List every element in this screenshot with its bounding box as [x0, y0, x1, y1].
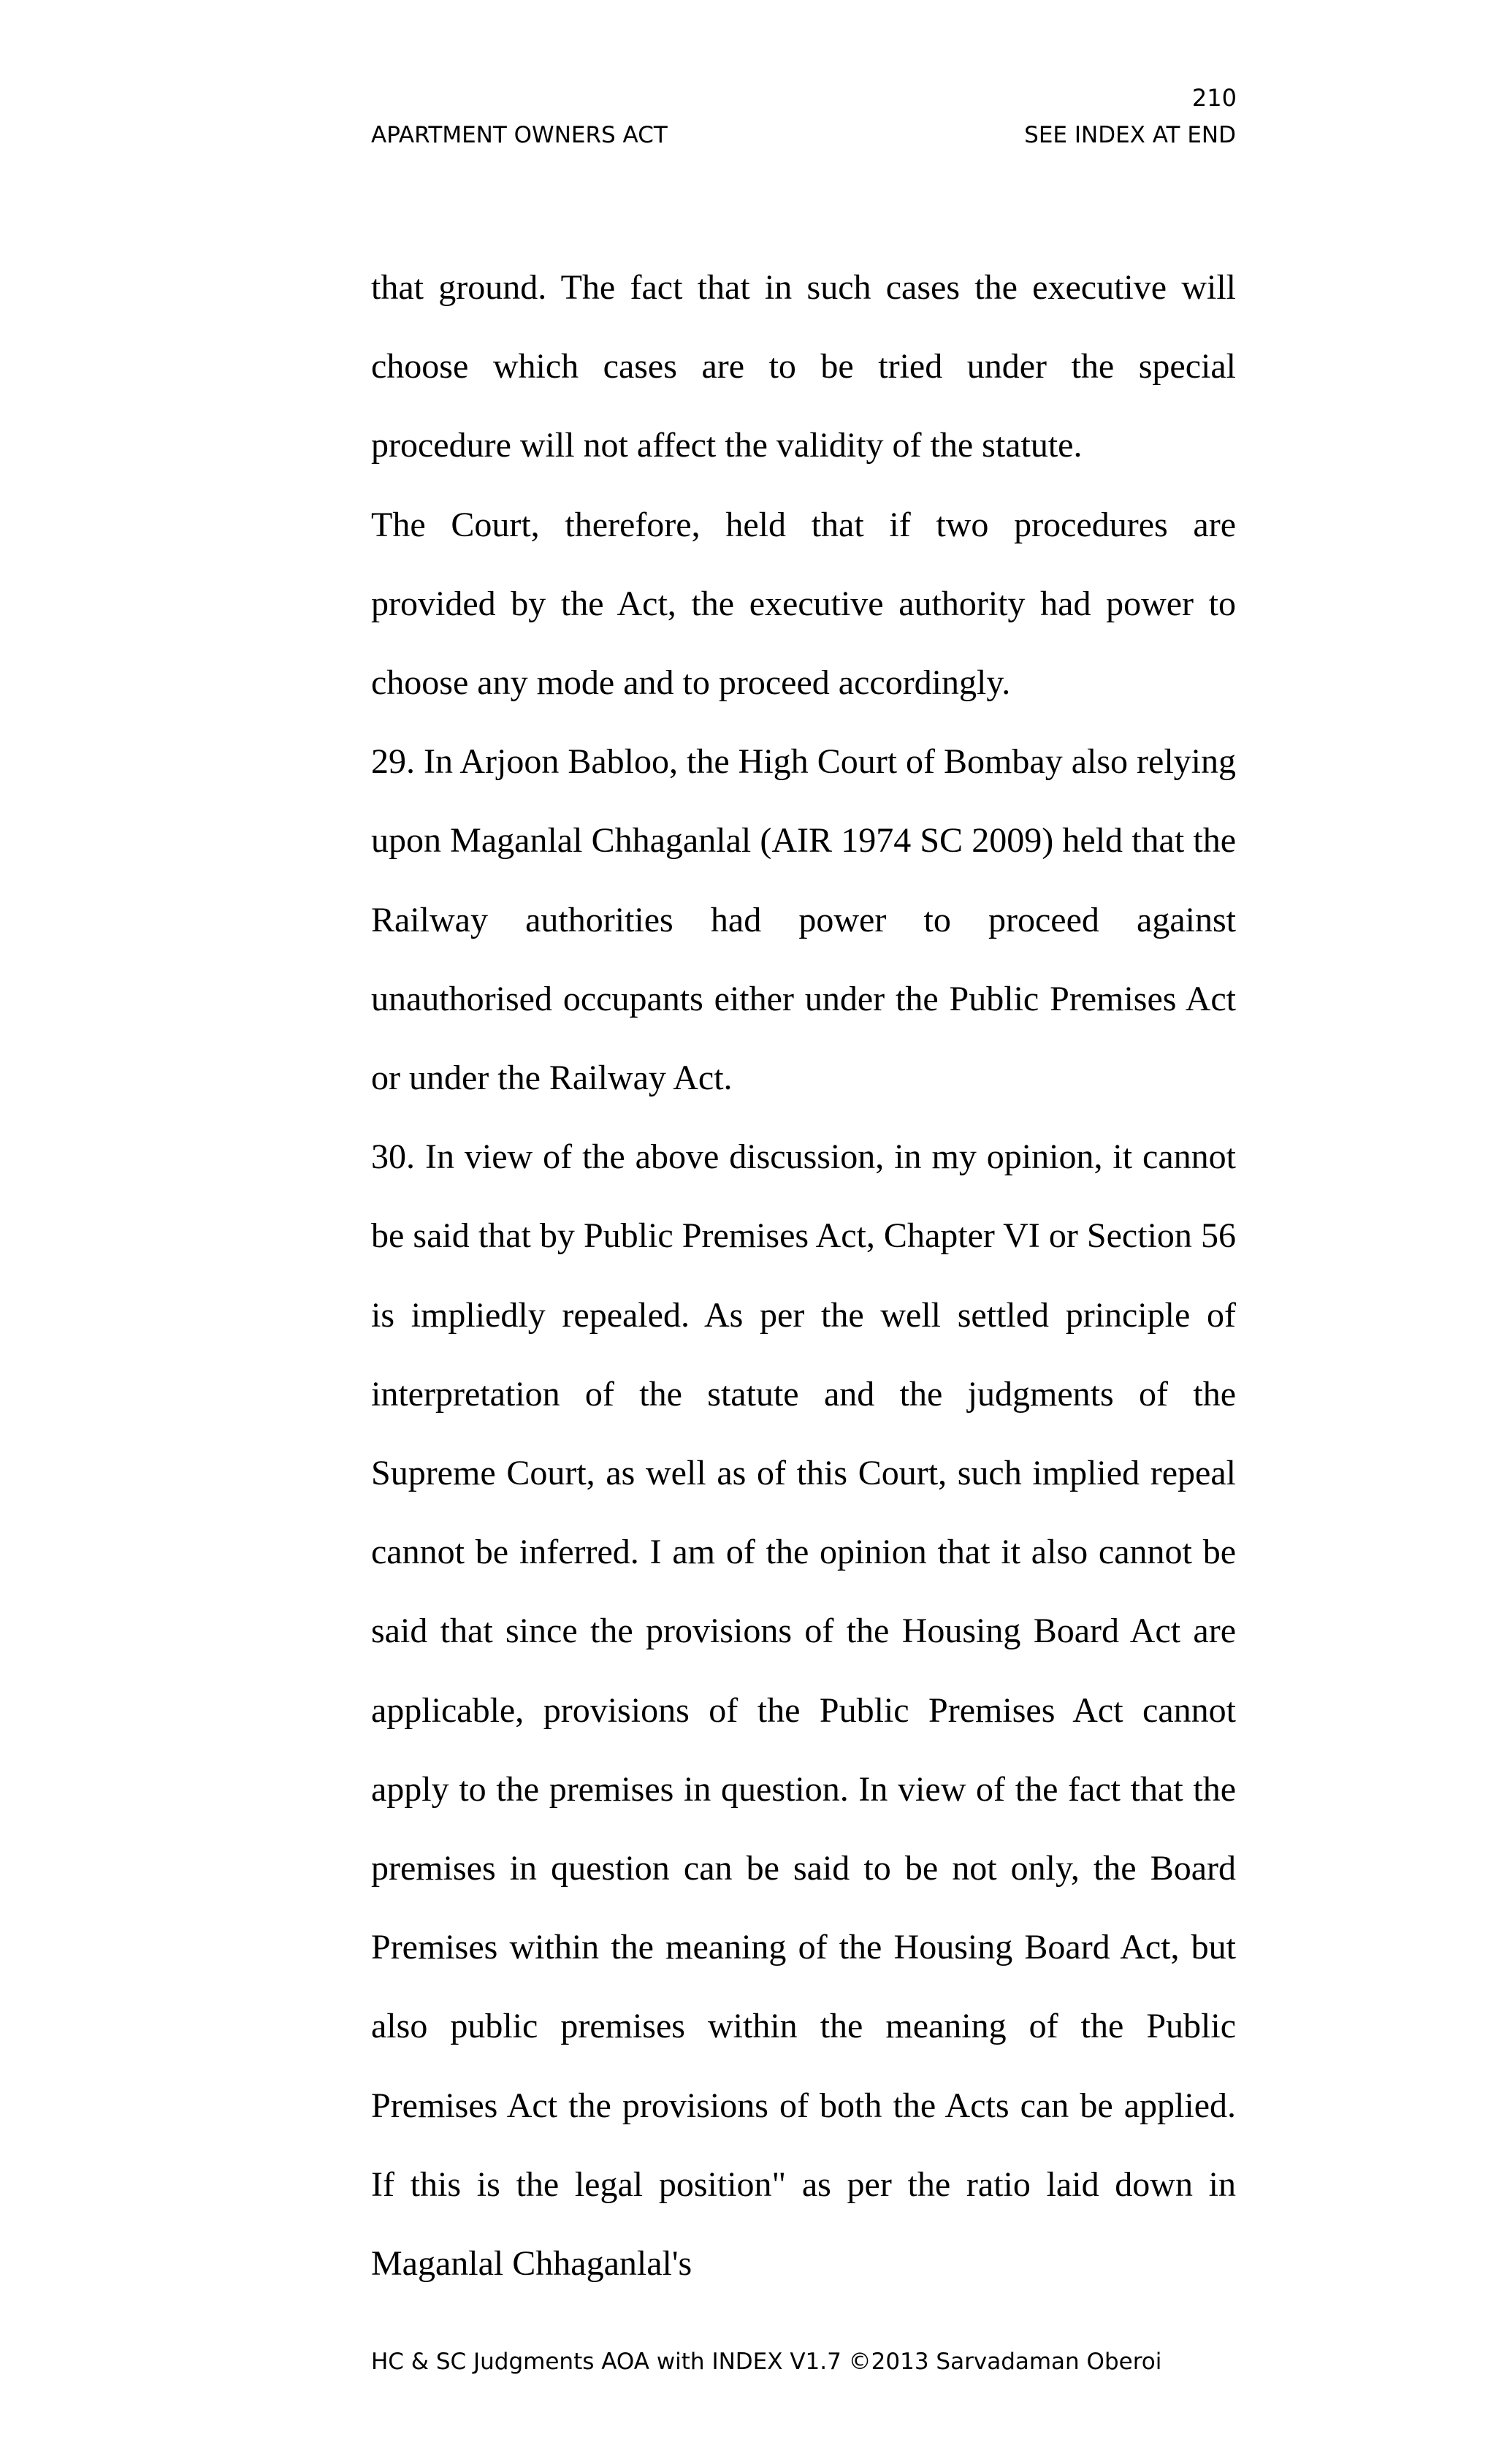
- page-footer: HC & SC Judgments AOA with INDEX V1.7 ©2013 Sarvadaman Oberoi: [371, 2349, 1162, 2375]
- paragraph: 30. In view of the above discussion, in my opinion, it cannot be said that by Public Premises Act, Chapter VI or Section 56 is impliedly repealed. As per the well settled principle of interpretation of the statute and the judgments of the Supreme Court, as well as of this Court, such implied repeal cannot be inferred. I am of the opinion that it also cannot be said that since the provisions of the Housing Board Act are applicable, provisions of the Public Premises Act cannot apply to the premises in question. In view of the fact that the premises in question can be said to be not only, the Board Premises within the meaning of the Housing Board Act, but also public premises within the meaning of the Public Premises Act the provisions of both the Acts can be applied. If this is the legal position" as per the ratio laid down in Maganlal Chhaganlal's: [371, 1137, 1236, 2284]
- header-index-note: SEE INDEX AT END: [1024, 122, 1236, 148]
- paragraph: that ground. The fact that in such cases the executive will choose which cases are to be tried under the special procedure will not affect the validity of the statute.: [371, 268, 1236, 465]
- header-title: APARTMENT OWNERS ACT: [371, 122, 668, 148]
- paragraph: The Court, therefore, held that if two procedures are provided by the Act, the executive authority had power to choose any mode and to proceed accordingly.: [371, 505, 1236, 703]
- page-number: 210: [1191, 84, 1237, 112]
- document-body: [371, 248, 1236, 2303]
- paragraph: 29. In Arjoon Babloo, the High Court of Bombay also relying upon Maganlal Chhaganlal (AIR 1974 SC 2009) held that the Railway authorities had power to proceed against unauthorised occupants either under the Public Premises Act or under the Railway Act.: [371, 742, 1236, 1098]
- running-header: [371, 124, 1236, 147]
